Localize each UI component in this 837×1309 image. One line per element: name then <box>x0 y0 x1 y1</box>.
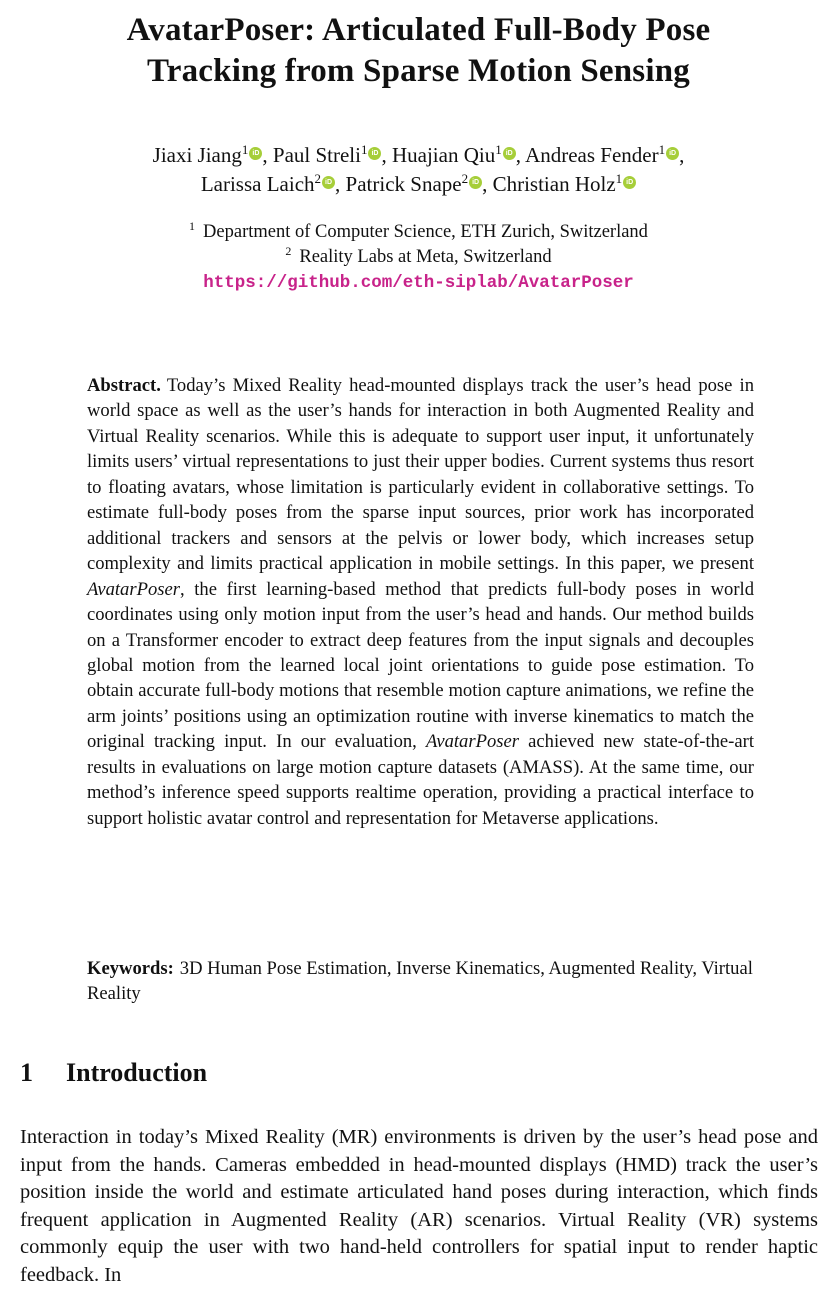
author <box>525 143 679 167</box>
author <box>273 143 382 167</box>
affiliation-text: Department of Computer Science, ETH Zurich, Switzerland <box>203 222 648 242</box>
keywords-label: Keywords: <box>87 958 174 979</box>
author <box>346 172 483 196</box>
abstract <box>87 373 754 831</box>
author-name: Huajian Qiu <box>391 143 496 167</box>
author-separator: , <box>262 143 273 167</box>
author-name: Jiaxi Jiang <box>152 143 242 167</box>
author-name: Larissa Laich <box>200 172 315 196</box>
author-list <box>60 141 777 199</box>
author-name: Andreas Fender <box>525 143 659 167</box>
abstract-label: Abstract. <box>87 375 161 396</box>
affiliation <box>0 220 837 245</box>
author-name: Patrick Snape <box>345 172 462 196</box>
keywords-text: 3D Human Pose Estimation, Inverse Kinematics, Augmented Reality, Virtual Reality <box>87 958 753 1005</box>
section-heading <box>20 1056 207 1090</box>
paper-title <box>0 10 837 92</box>
affiliations <box>0 220 837 296</box>
author-name: Christian Holz <box>492 172 616 196</box>
affiliation-number: 2 <box>285 244 292 258</box>
author <box>392 143 516 167</box>
orcid-icon[interactable] <box>249 147 262 160</box>
author-affiliation: 1 <box>615 171 623 186</box>
author-affiliation: 1 <box>658 142 666 157</box>
abstract-text: Today’s Mixed Reality head-mounted displays track the user’s head pose in world space as well as the user’s hands for interaction in both Augmented Reality and Virtual Reality scenarios. While this is adequate to support user input, it unfortunately limits users’ virtual representations to just their upper bodies. Current systems thus resort to floating avatars, whose limitation is particularly evident in collaborative settings. To estimate full-body poses from the sparse input sources, prior work has incorporated additional trackers and sensors at the pelvis or lower body, which increases setup complexity and limits practical application in mobile settings. In this paper, we present <box>87 375 754 575</box>
author-affiliation: 1 <box>495 142 502 157</box>
github-link[interactable]: https://github.com/eth-siplab/AvatarPoser <box>203 273 634 293</box>
affiliation <box>0 245 837 270</box>
intro-paragraph: Interaction in today’s Mixed Reality (MR) environments is driven by the user’s head pose and input from the hands. Cameras embedded in head-mounted displays (HMD) track the user’s position inside the world and estimate articulated hand poses during interaction, which finds frequent application in Augmented Reality (AR) scenarios. Virtual Reality (VR) systems commonly equip the user with two hand-held controllers for spatial input to render haptic feedback. In <box>20 1126 818 1286</box>
title-line-2: Tracking from Sparse Motion Sensing <box>147 53 690 89</box>
method-name: AvatarPoser <box>87 578 180 600</box>
orcid-icon[interactable] <box>666 147 679 160</box>
author-affiliation: 1 <box>360 142 368 157</box>
orcid-icon[interactable] <box>322 176 335 189</box>
author-affiliation: 2 <box>314 171 322 186</box>
section-title: Introduction <box>66 1058 208 1087</box>
section-number: 1 <box>20 1058 33 1087</box>
author-affiliation: 2 <box>461 171 469 186</box>
title-line-1: AvatarPoser: Articulated Full-Body Pose <box>126 12 711 48</box>
orcid-icon[interactable] <box>469 176 482 189</box>
author-separator: , <box>679 143 685 167</box>
author-separator: , <box>515 143 526 167</box>
author-affiliation: 1 <box>241 142 249 157</box>
orcid-icon[interactable] <box>368 147 381 160</box>
orcid-icon[interactable] <box>503 147 516 160</box>
author-separator: , <box>482 172 493 196</box>
author-separator: , <box>335 172 346 196</box>
keywords <box>87 956 767 1007</box>
affiliation-number: 1 <box>189 219 196 233</box>
author-name: Paul Streli <box>272 143 361 167</box>
method-name: AvatarPoser <box>426 731 519 753</box>
author <box>153 143 263 167</box>
abstract-text: , the first learning-based method that predicts full-body poses in world coordinates using only motion input from the user’s head and hands. Our method builds on a Transformer encoder to extract deep features from the input signals and decouples global motion from the learned local joint orientations to guide pose estimation. To obtain accurate full-body motions that resemble motion capture animations, we refine the arm joints’ positions using an optimization routine with inverse kinematics to match the original tracking input. In our evaluation, <box>87 578 754 753</box>
abstract-text: achieved new state-of-the-art results in evaluations on large motion capture datasets (AMASS). At the same time, our method’s inference speed supports realtime operation, providing a practical interface to support holistic avatar control and representation for Metaverse applications. <box>87 731 754 829</box>
author-separator: , <box>381 143 392 167</box>
affiliation-text: Reality Labs at Meta, Switzerland <box>299 247 552 267</box>
orcid-icon[interactable] <box>623 176 636 189</box>
author <box>493 172 637 196</box>
author <box>201 172 335 196</box>
